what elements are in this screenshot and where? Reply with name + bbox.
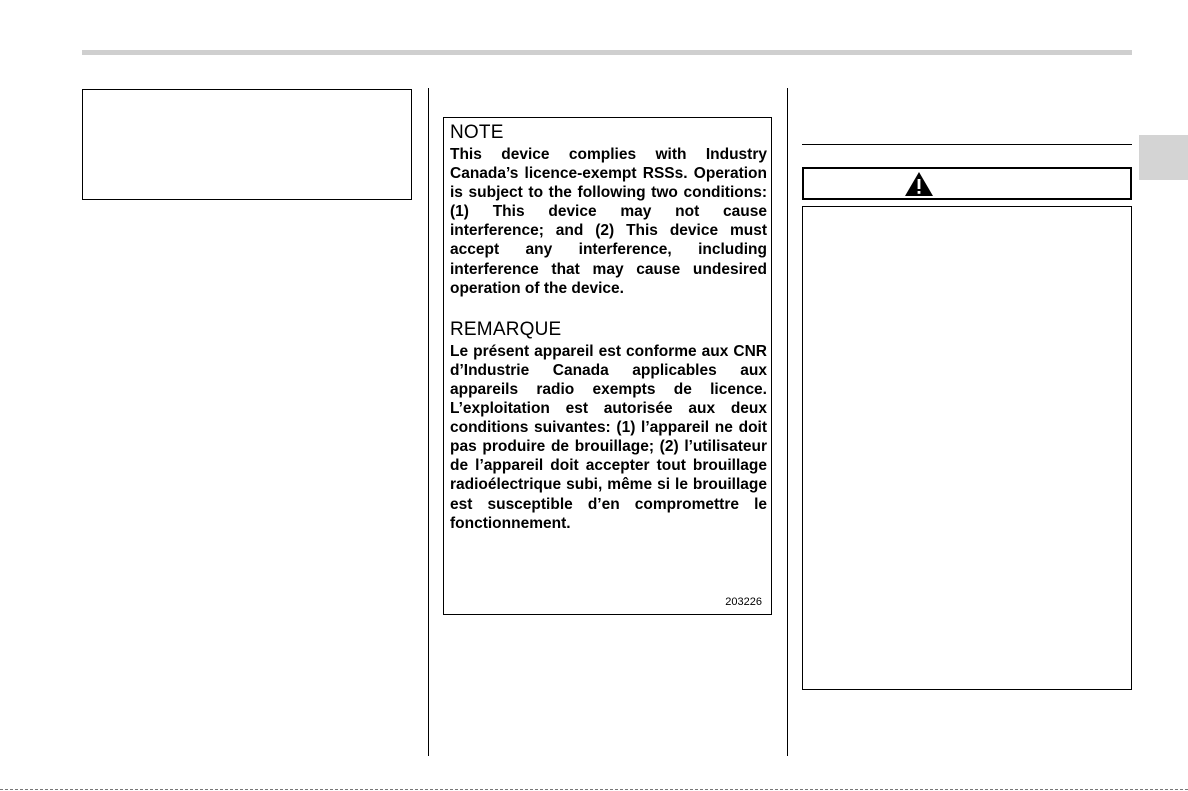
left-empty-box <box>82 89 412 200</box>
section-tab <box>1139 135 1188 180</box>
notice-body-fr: Le présent appareil est conforme aux CNR d’Industrie Canada applicables aux appareils radio exempts de licence. L’exploitation est autorisée aux deux conditions suivantes: (1) l’appareil ne doit pas produire de brouillage; (2) l’utilisateur de l’appareil doit accepter tout brouillage radioélectrique subi, même si le brouillage est susceptible d’en compromettre le fonctionnement. <box>450 342 767 532</box>
notice-heading-fr: REMARQUE <box>450 318 562 340</box>
column-divider-left <box>428 88 429 756</box>
column-divider-right <box>787 88 788 756</box>
top-rule <box>82 50 1132 55</box>
notice-body-en: This device complies with Industry Canada’s licence-exempt RSSs. Operation is subject to the following two conditions: (1) This device may not cause interference; and (2) This device must accept any interference, including interference that may cause undesired operation of the device. <box>450 146 767 297</box>
warning-triangle-icon <box>904 171 934 197</box>
right-section-rule <box>802 144 1132 145</box>
bottom-dashed-rule <box>0 789 1188 790</box>
notice-spacer <box>450 298 767 318</box>
warning-content-box <box>802 206 1132 690</box>
warning-header-bar <box>802 167 1132 200</box>
regulatory-notice-label <box>443 117 772 615</box>
notice-heading-en: NOTE <box>450 122 504 143</box>
figure-code: 203226 <box>725 596 762 608</box>
